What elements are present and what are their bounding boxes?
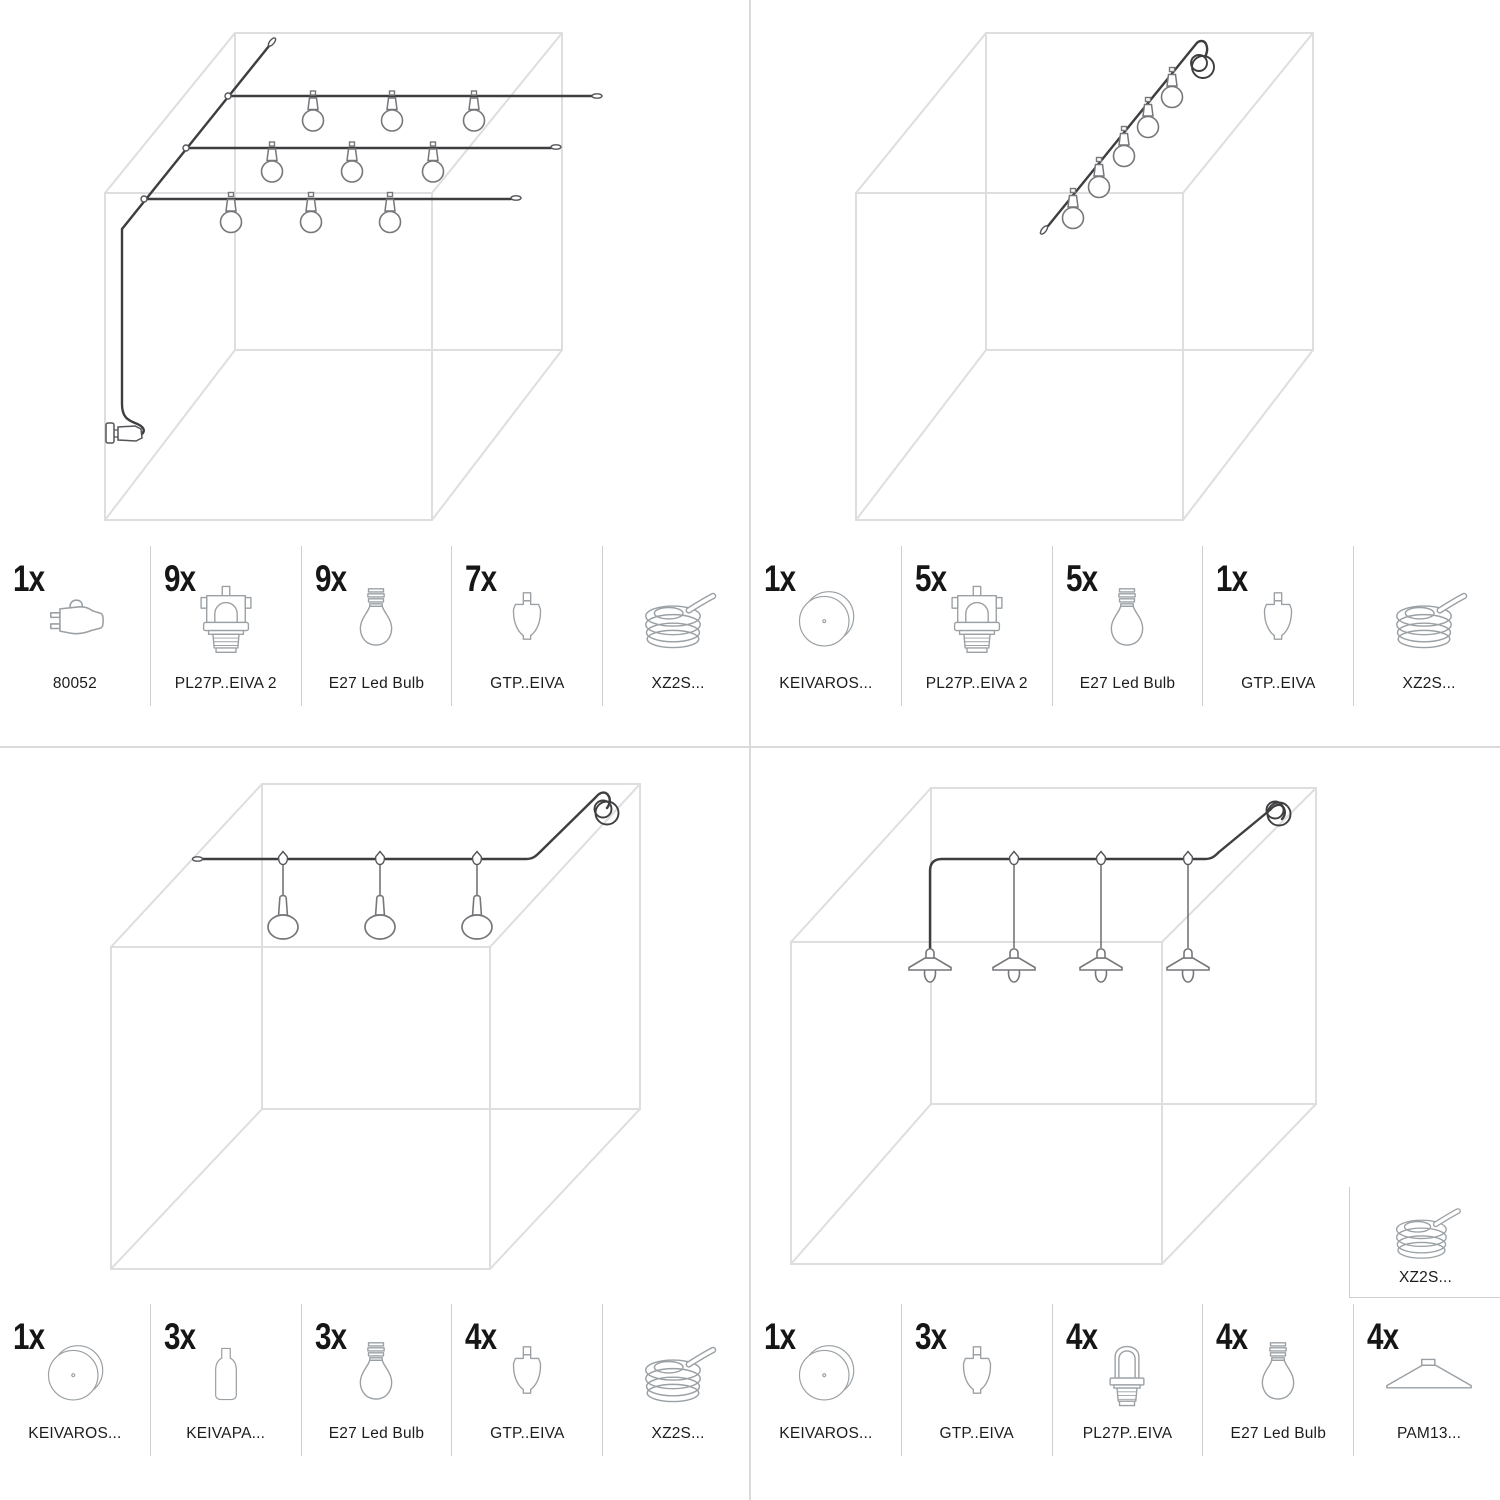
part-qty: 1x — [13, 1316, 45, 1357]
parts-list — [0, 546, 749, 706]
part-cell[interactable] — [301, 1304, 452, 1456]
part-qty: 4x — [1367, 1316, 1399, 1357]
part-cell[interactable] — [451, 546, 602, 706]
part-cell[interactable] — [901, 1304, 1052, 1456]
part-qty: 7x — [465, 558, 497, 599]
part-cell[interactable] — [1353, 546, 1500, 706]
part-code: GTP..EIVA — [1241, 675, 1316, 692]
part-code: KEIVAROS... — [28, 1425, 122, 1442]
part-cell[interactable] — [0, 1304, 150, 1456]
part-code: PL27P..EIVA 2 — [174, 675, 277, 692]
part-qty: 4x — [465, 1316, 497, 1357]
dome-lamp-holder-icon — [1102, 1338, 1152, 1410]
quadrant-bottom-right — [751, 748, 1500, 1500]
ceiling-rose-icon — [42, 1341, 108, 1407]
part-qty: 9x — [314, 558, 346, 599]
part-code: GTP..EIVA — [490, 1425, 565, 1442]
part-cell[interactable] — [1052, 1304, 1203, 1456]
part-cell[interactable] — [1202, 1304, 1353, 1456]
part-cell[interactable] — [301, 546, 452, 706]
string-lights — [1039, 41, 1214, 235]
part-code: GTP..EIVA — [490, 675, 565, 692]
led-bulb-icon — [354, 585, 398, 655]
quadrant-bottom-left — [0, 748, 749, 1500]
lamp-holder-icon — [198, 585, 254, 655]
flat-shade-icon — [1381, 1355, 1477, 1393]
quadrant-top-right — [751, 0, 1500, 747]
part-qty: 3x — [914, 1316, 947, 1357]
part-qty: 3x — [163, 1316, 196, 1357]
part-qty: 4x — [1216, 1316, 1248, 1357]
part-code: KEIVAPA... — [186, 1425, 266, 1442]
part-code: KEIVAROS... — [779, 1425, 873, 1442]
part-qty: 5x — [1065, 558, 1097, 599]
part-qty: 3x — [314, 1316, 346, 1357]
quadrant-divider-vertical — [749, 0, 751, 1500]
part-cell[interactable] — [1052, 546, 1203, 706]
quadrant-divider-horizontal — [0, 746, 1500, 748]
cable-coil-icon — [1383, 1202, 1469, 1264]
part-cell[interactable] — [602, 546, 753, 706]
part-code: GTP..EIVA — [939, 1425, 1014, 1442]
ceiling-rose-icon — [793, 1341, 859, 1407]
part-cell[interactable] — [751, 1304, 901, 1456]
cable-coil-icon — [631, 586, 725, 654]
part-code: PAM13... — [1396, 1425, 1462, 1442]
part-qty: 9x — [163, 558, 196, 599]
pendant-lights — [909, 802, 1291, 983]
part-cell[interactable] — [1202, 546, 1353, 706]
wall-plug — [106, 423, 142, 443]
plug-icon — [39, 597, 111, 643]
parts-list — [751, 1304, 1500, 1456]
lamp-holder-icon — [949, 585, 1005, 655]
cable-drop-icon — [1256, 591, 1300, 649]
room-cube — [105, 33, 562, 520]
part-cell[interactable] — [1353, 1304, 1500, 1456]
part-cell[interactable] — [602, 1304, 753, 1456]
part-cell[interactable] — [901, 546, 1052, 706]
part-code: E27 Led Bulb — [328, 1425, 425, 1442]
string-lights — [106, 37, 602, 443]
part-cell[interactable] — [0, 546, 150, 706]
part-cell[interactable] — [1349, 1187, 1500, 1298]
part-cell[interactable] — [451, 1304, 602, 1456]
part-code: XZ2S... — [1398, 1269, 1453, 1286]
part-qty: 4x — [1065, 1316, 1097, 1357]
ceiling-rose-icon — [793, 587, 859, 653]
led-bulb-icon — [1256, 1339, 1300, 1409]
cable-end-eyelet — [267, 37, 277, 47]
part-code: E27 Led Bulb — [328, 675, 425, 692]
cable-drop-icon — [505, 1345, 549, 1403]
part-qty: 1x — [764, 1316, 796, 1357]
part-qty: 5x — [914, 558, 947, 599]
part-code: E27 Led Bulb — [1079, 675, 1176, 692]
pendant-lights — [193, 793, 619, 939]
cable-coil-icon — [1382, 586, 1476, 654]
part-cell[interactable] — [751, 546, 901, 706]
cable-drop-icon — [955, 1345, 999, 1403]
part-cell[interactable] — [150, 546, 301, 706]
part-code: PL27P..EIVA 2 — [925, 675, 1028, 692]
part-cell[interactable] — [150, 1304, 301, 1456]
led-bulb-icon — [1105, 585, 1149, 655]
parts-list — [751, 546, 1500, 706]
part-code: PL27P..EIVA — [1082, 1425, 1173, 1442]
cable-gland-icon — [210, 1346, 242, 1402]
cable-coil-icon — [631, 1340, 725, 1408]
part-code: XZ2S... — [1402, 675, 1456, 692]
part-code: 80052 — [52, 675, 97, 692]
parts-list — [0, 1304, 749, 1456]
part-code: E27 Led Bulb — [1230, 1425, 1327, 1442]
led-bulb-icon — [354, 1339, 398, 1409]
part-code: XZ2S... — [651, 675, 705, 692]
part-code: KEIVAROS... — [779, 675, 873, 692]
part-qty: 1x — [1216, 558, 1248, 599]
quadrant-top-left — [0, 0, 749, 747]
part-qty: 1x — [13, 558, 45, 599]
cable-drop-icon — [505, 591, 549, 649]
room-cube — [856, 33, 1313, 520]
part-code: XZ2S... — [651, 1425, 705, 1442]
part-qty: 1x — [764, 558, 796, 599]
